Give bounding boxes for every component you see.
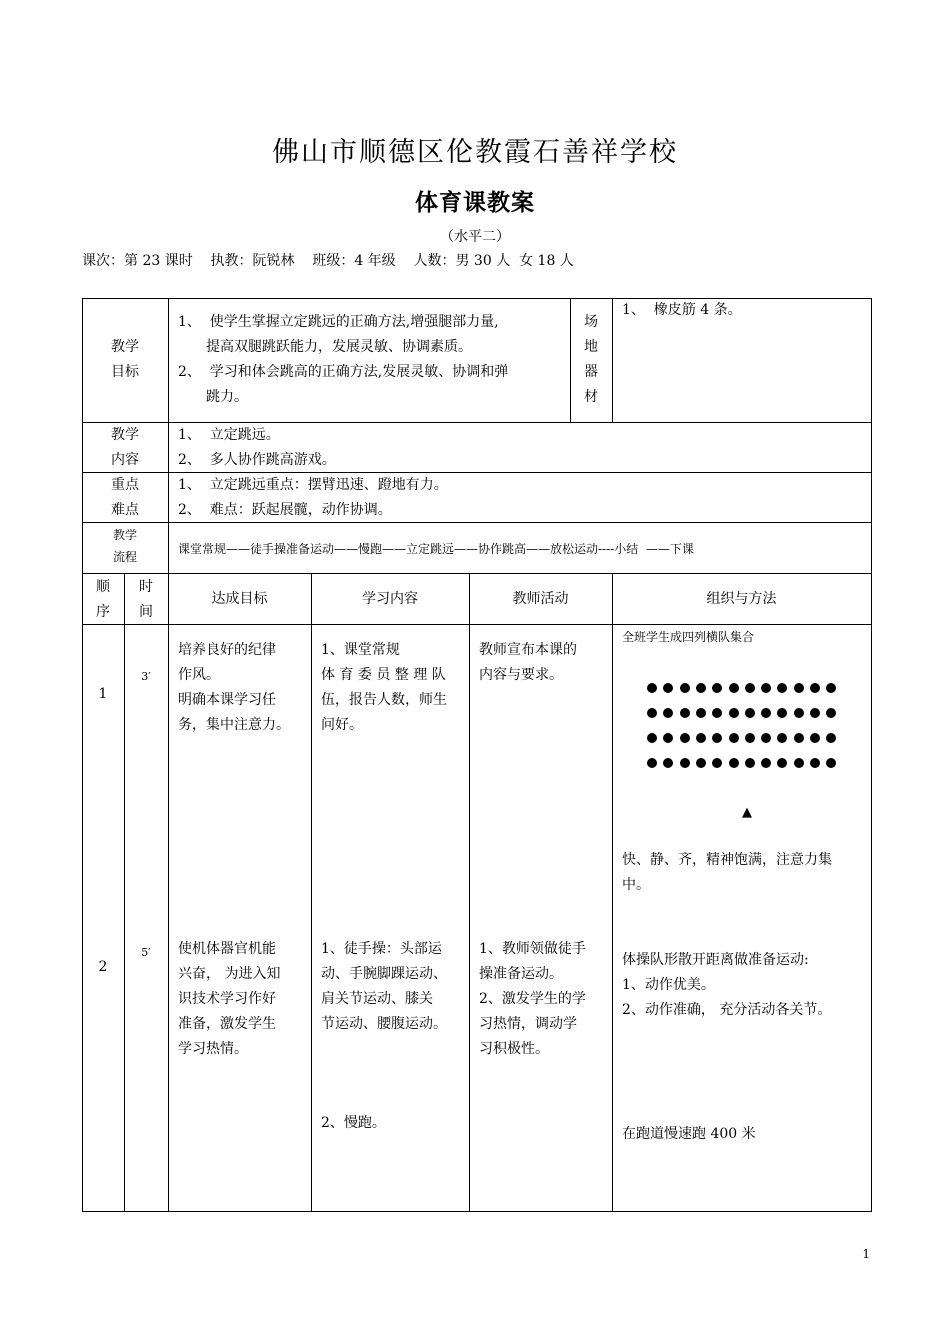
table-border-right <box>871 298 872 1212</box>
lesson-info-line: 课次：第 23 课时 执教：阮锐林 班级：4 年级 人数：男 30 人 女 18 人 <box>82 253 574 269</box>
table-line <box>311 573 312 1212</box>
student-dot <box>810 708 820 718</box>
student-dot <box>761 733 771 743</box>
content-items: 1、 立定跳远。 2、 多人协作跳高游戏。 <box>178 427 336 468</box>
student-dot <box>826 733 836 743</box>
header-order: 顺 序 <box>96 579 110 620</box>
student-dot <box>777 708 787 718</box>
student-dot <box>826 708 836 718</box>
goals-content: 1、 使学生掌握立定跳远的正确方法,增强腿部力量, 提高双腿跳跃能力，发展灵敏、协调素质。 2、 学习和体会跳高的正确方法,发展灵敏、协调和弹 跳力。 <box>178 314 509 405</box>
student-dot <box>729 758 739 768</box>
table-line <box>82 624 872 625</box>
student-dot <box>647 708 657 718</box>
student-dot <box>810 733 820 743</box>
table-line <box>82 573 872 574</box>
student-dot <box>696 683 706 693</box>
student-dot <box>729 708 739 718</box>
page-number: 1 <box>862 1247 870 1261</box>
student-dot <box>647 733 657 743</box>
row2-time: 5′ <box>141 946 151 959</box>
student-dot <box>712 708 722 718</box>
table-line <box>168 298 169 1212</box>
student-dot <box>745 758 755 768</box>
student-dot <box>761 683 771 693</box>
row2-org: 体操队形散开距离做准备运动: 1、动作优美。 2、动作准确， 充分活动各关节。 <box>622 952 832 1018</box>
student-dot <box>794 758 804 768</box>
goals-label: 教学 目标 <box>111 339 139 380</box>
key-label: 重点 难点 <box>111 477 139 518</box>
student-dot <box>794 733 804 743</box>
student-dot <box>794 683 804 693</box>
student-dot <box>647 758 657 768</box>
student-dot <box>745 708 755 718</box>
flow-label: 教学 流程 <box>112 528 137 564</box>
student-dot <box>663 758 673 768</box>
student-dot <box>745 683 755 693</box>
student-dot <box>777 758 787 768</box>
table-line <box>570 298 571 423</box>
student-dot <box>647 683 657 693</box>
level-label: （水平二） <box>440 229 510 245</box>
student-dot <box>680 733 690 743</box>
row1-time: 3′ <box>141 670 151 683</box>
row1-study: 1、课堂常规 体 育 委 员 整 理 队 伍，报告人数，师生 问好。 <box>321 642 447 733</box>
header-study: 学习内容 <box>362 591 418 607</box>
student-dot <box>696 758 706 768</box>
document-subtitle: 体育课教案 <box>415 189 535 216</box>
student-dot <box>712 758 722 768</box>
row2-org-jog: 在跑道慢速跑 400 米 <box>622 1126 756 1142</box>
student-dot <box>761 708 771 718</box>
row1-org-note: 快、静、齐，精神饱满，注意力集 中。 <box>622 852 832 893</box>
header-time: 时 间 <box>139 579 153 620</box>
student-dot <box>777 733 787 743</box>
student-dot <box>826 683 836 693</box>
student-dot <box>696 733 706 743</box>
row1-teacher: 教师宣布本课的 内容与要求。 <box>479 642 577 683</box>
student-dot <box>696 708 706 718</box>
equipment-label: 场 地 器 材 <box>584 314 598 405</box>
student-dot <box>663 733 673 743</box>
row2-number: 2 <box>98 959 108 975</box>
row1-org-title: 全班学生成四列横队集合 <box>622 630 755 644</box>
table-border-bottom <box>82 1211 872 1212</box>
student-dot <box>663 683 673 693</box>
student-dot <box>680 758 690 768</box>
student-dot <box>826 758 836 768</box>
row2-study: 1、徒手操：头部运 动、手腕脚踝运动、 肩关节运动、膝关 节运动、腰腹运动。 <box>321 941 447 1032</box>
table-line <box>612 298 613 423</box>
student-dot <box>810 683 820 693</box>
student-dot <box>761 758 771 768</box>
header-goal: 达成目标 <box>211 591 268 607</box>
student-dot <box>712 683 722 693</box>
student-dot <box>777 683 787 693</box>
header-teacher: 教师活动 <box>512 591 569 607</box>
student-dot <box>712 733 722 743</box>
student-dot <box>729 683 739 693</box>
row1-goal: 培养良好的纪律 作风。 明确本课学习任 务，集中注意力。 <box>178 642 290 733</box>
header-org: 组织与方法 <box>706 591 777 607</box>
student-dot <box>663 708 673 718</box>
student-dot <box>794 708 804 718</box>
table-border-top <box>82 298 872 299</box>
row2-study-jog: 2、慢跑。 <box>321 1115 386 1131</box>
student-dot <box>680 708 690 718</box>
teacher-position-icon: ▲ <box>742 805 752 820</box>
row2-goal: 使机体器官机能 兴奋， 为进入知 识技术学习作好 准备，激发学生 学习热情。 <box>178 941 281 1057</box>
key-items: 1、 立定跳远重点：摆臂迅速、蹬地有力。 2、 难点：跃起展髋，动作协调。 <box>178 477 448 518</box>
student-dot <box>745 733 755 743</box>
student-dot <box>680 683 690 693</box>
content-label: 教学 内容 <box>111 427 139 468</box>
student-dot <box>810 758 820 768</box>
equipment-value: 1、 橡皮筋 4 条。 <box>622 302 742 318</box>
school-title: 佛山市顺德区伦教霞石善祥学校 <box>272 137 678 168</box>
row2-teacher: 1、教师领做徒手 操准备运动。 2、激发学生的学 习热情，调动学 习积极性。 <box>479 941 586 1057</box>
student-dot <box>729 733 739 743</box>
table-line <box>469 573 470 1212</box>
table-line <box>612 573 613 1212</box>
flow-text: 课堂常规——徒手操准备运动——慢跑——立定跳远——协作跳高——放松运动----小结 ——下课 <box>178 542 694 556</box>
row1-number: 1 <box>98 686 108 702</box>
